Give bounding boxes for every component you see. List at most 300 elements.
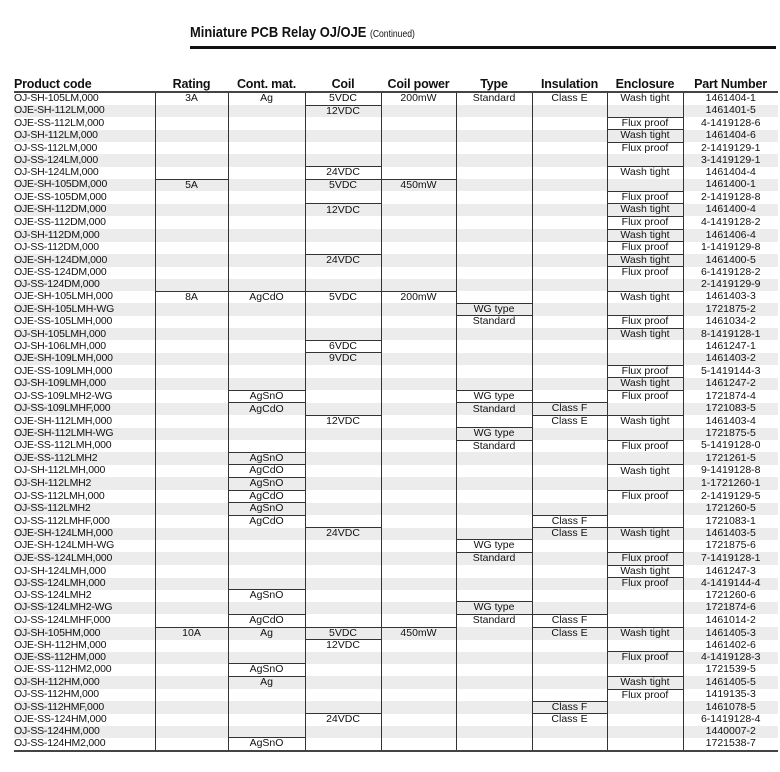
table-row bbox=[14, 428, 778, 441]
cell-part-number: 1721874-6 bbox=[683, 602, 778, 615]
table-row bbox=[14, 130, 778, 143]
cell-coil-power bbox=[381, 689, 456, 701]
cell-product-code: OJE-SH-105LMH,000 bbox=[14, 291, 113, 303]
cell-rating bbox=[155, 254, 228, 267]
cell-rating bbox=[155, 229, 228, 242]
table-row bbox=[14, 614, 778, 627]
cell-coil-power bbox=[381, 303, 456, 316]
cell-enclosure bbox=[607, 540, 683, 553]
cell-rating bbox=[155, 701, 228, 714]
cell-contact-material bbox=[228, 216, 305, 229]
cell-coil bbox=[305, 279, 381, 291]
cell-insulation bbox=[532, 565, 607, 578]
cell-part-number: 7-1419128-1 bbox=[683, 552, 778, 565]
cell-rating bbox=[155, 191, 228, 204]
cell-coil bbox=[305, 676, 381, 689]
table-row bbox=[14, 179, 778, 191]
cell-product-code: OJ-SH-112LMH,000 bbox=[14, 464, 106, 477]
cell-contact-material: AgCdO bbox=[228, 465, 305, 478]
cell-part-number: 1721875-6 bbox=[683, 540, 778, 553]
cell-contact-material bbox=[228, 415, 305, 427]
cell-insulation: Class E bbox=[532, 714, 607, 726]
cell-rating bbox=[155, 303, 228, 316]
cell-insulation bbox=[532, 179, 607, 191]
cell-part-number: 1461402-6 bbox=[683, 640, 778, 652]
cell-rating bbox=[155, 503, 228, 516]
cell-contact-material: AgCdO bbox=[228, 614, 305, 627]
cell-product-code: OJ-SS-112LMH2 bbox=[14, 503, 155, 516]
cell-coil-power: 450mW bbox=[381, 179, 456, 191]
cell-type bbox=[456, 105, 532, 117]
cell-contact-material bbox=[228, 204, 305, 217]
cell-product-code: OJE-SH-105DM,000 bbox=[14, 179, 155, 191]
cell-insulation bbox=[532, 477, 607, 490]
cell-type bbox=[456, 701, 532, 714]
cell-contact-material: AgCdO bbox=[228, 291, 305, 303]
table-row bbox=[14, 191, 778, 204]
table-row bbox=[14, 92, 778, 105]
cell-type bbox=[456, 465, 532, 478]
cell-enclosure: Flux proof bbox=[607, 552, 683, 565]
cell-rating bbox=[155, 279, 228, 291]
table-row bbox=[14, 216, 778, 229]
cell-coil-power bbox=[381, 428, 456, 441]
cell-enclosure bbox=[607, 154, 683, 166]
cell-coil-power bbox=[381, 242, 456, 255]
cell-coil-power bbox=[381, 378, 456, 391]
cell-coil: 5VDC bbox=[305, 627, 381, 640]
header-enclosure: Enclosure bbox=[607, 77, 683, 92]
cell-type bbox=[456, 340, 532, 353]
cell-product-code: OJ-SH-112LM,000 bbox=[14, 130, 155, 143]
cell-rating bbox=[155, 652, 228, 664]
table-row bbox=[14, 328, 778, 340]
cell-rating: 8A bbox=[155, 291, 228, 303]
table-row bbox=[14, 590, 778, 602]
cell-rating bbox=[155, 477, 228, 490]
cell-rating bbox=[155, 130, 228, 143]
cell-type: WG type bbox=[456, 390, 532, 403]
cell-part-number: 2-1419128-8 bbox=[683, 191, 778, 204]
cell-part-number: 1461400-4 bbox=[683, 204, 778, 217]
cell-enclosure: Flux proof bbox=[607, 267, 683, 279]
cell-coil bbox=[305, 130, 381, 143]
cell-product-code: OJ-SH-124LMH,000 bbox=[14, 565, 106, 577]
cell-product-code: OJ-SS-124LMH2 bbox=[14, 589, 92, 601]
cell-insulation bbox=[532, 390, 607, 403]
cell-type bbox=[456, 528, 532, 540]
cell-type bbox=[456, 714, 532, 726]
cell-coil-power bbox=[381, 229, 456, 242]
cell-rating bbox=[155, 154, 228, 166]
cell-product-code: OJ-SS-124DM,000 bbox=[14, 279, 155, 291]
cell-enclosure bbox=[607, 179, 683, 191]
cell-coil-power bbox=[381, 328, 456, 340]
cell-contact-material bbox=[228, 142, 305, 154]
cell-contact-material: AgSnO bbox=[228, 664, 305, 677]
cell-part-number: 1461404-4 bbox=[683, 167, 778, 180]
cell-coil bbox=[305, 191, 381, 204]
cell-type bbox=[456, 640, 532, 652]
cell-rating bbox=[155, 552, 228, 565]
cell-part-number: 1461406-4 bbox=[683, 229, 778, 242]
cell-part-number: 6-1419128-4 bbox=[683, 714, 778, 726]
cell-rating bbox=[155, 105, 228, 117]
cell-coil bbox=[305, 465, 381, 478]
cell-type: WG type bbox=[456, 540, 532, 553]
cell-product-code: OJE-SS-112LMH2 bbox=[14, 452, 155, 465]
cell-contact-material: AgSnO bbox=[228, 590, 305, 602]
table-row bbox=[14, 515, 778, 528]
cell-coil: 12VDC bbox=[305, 105, 381, 117]
table-row bbox=[14, 640, 778, 652]
cell-type: Standard bbox=[456, 552, 532, 565]
cell-coil-power bbox=[381, 490, 456, 503]
cell-coil-power bbox=[381, 477, 456, 490]
cell-type bbox=[456, 565, 532, 578]
table-row bbox=[14, 652, 778, 664]
table-row bbox=[14, 378, 778, 391]
cell-coil-power bbox=[381, 204, 456, 217]
cell-rating bbox=[155, 689, 228, 701]
cell-rating bbox=[155, 378, 228, 391]
cell-contact-material: AgSnO bbox=[228, 452, 305, 465]
cell-contact-material bbox=[228, 191, 305, 204]
table-row bbox=[14, 664, 778, 677]
cell-coil-power bbox=[381, 515, 456, 528]
cell-coil-power bbox=[381, 578, 456, 590]
cell-contact-material bbox=[228, 689, 305, 701]
table-row bbox=[14, 440, 778, 452]
cell-coil-power bbox=[381, 167, 456, 180]
cell-contact-material: Ag bbox=[228, 92, 305, 105]
cell-type bbox=[456, 254, 532, 267]
cell-contact-material bbox=[228, 602, 305, 615]
cell-insulation bbox=[532, 154, 607, 166]
cell-part-number: 1461400-5 bbox=[683, 254, 778, 267]
cell-contact-material bbox=[228, 365, 305, 378]
header-contact-material: Cont. mat. bbox=[228, 77, 305, 92]
cell-coil bbox=[305, 154, 381, 166]
cell-coil-power bbox=[381, 614, 456, 627]
cell-type: WG type bbox=[456, 303, 532, 316]
cell-coil bbox=[305, 216, 381, 229]
table-row bbox=[14, 390, 778, 403]
cell-product-code: OJ-SH-105LM,000 bbox=[14, 92, 99, 105]
cell-product-code: OJE-SS-112LMH,000 bbox=[14, 440, 112, 452]
cell-coil: 24VDC bbox=[305, 167, 381, 180]
cell-coil: 5VDC bbox=[305, 92, 381, 105]
cell-insulation bbox=[532, 452, 607, 465]
cell-type bbox=[456, 216, 532, 229]
table-row bbox=[14, 726, 778, 738]
cell-coil: 24VDC bbox=[305, 528, 381, 540]
cell-product-code: OJ-SH-105LMH,000 bbox=[14, 328, 155, 340]
cell-product-code: OJ-SS-112HMF,000 bbox=[14, 701, 155, 714]
cell-enclosure: Flux proof bbox=[607, 142, 683, 154]
cell-part-number: 1461401-5 bbox=[683, 105, 778, 117]
cell-product-code: OJ-SS-112LMHF,000 bbox=[14, 515, 110, 527]
cell-coil bbox=[305, 403, 381, 416]
table-row bbox=[14, 528, 778, 540]
cell-part-number: 1721538-7 bbox=[683, 738, 778, 751]
cell-contact-material bbox=[228, 640, 305, 652]
cell-part-number: 1721539-5 bbox=[683, 664, 778, 677]
cell-product-code: OJ-SS-124HM2,000 bbox=[14, 738, 155, 751]
cell-part-number: 1721261-5 bbox=[683, 452, 778, 465]
cell-contact-material bbox=[228, 167, 305, 180]
cell-product-code: OJE-SH-124LMH,000 bbox=[14, 528, 155, 540]
cell-coil bbox=[305, 565, 381, 578]
cell-type bbox=[456, 676, 532, 689]
cell-insulation: Class E bbox=[532, 528, 607, 540]
cell-product-code: OJE-SH-112LMH,000 bbox=[14, 415, 112, 427]
cell-part-number: 1461404-1 bbox=[683, 92, 778, 105]
cell-enclosure: Wash tight bbox=[607, 378, 683, 391]
cell-coil-power bbox=[381, 105, 456, 117]
cell-type bbox=[456, 142, 532, 154]
cell-type bbox=[456, 229, 532, 242]
cell-insulation bbox=[532, 503, 607, 516]
cell-coil: 6VDC bbox=[305, 340, 381, 353]
cell-enclosure: Wash tight bbox=[607, 229, 683, 242]
cell-part-number: 1440007-2 bbox=[683, 726, 778, 738]
table-row bbox=[14, 701, 778, 714]
cell-product-code: OJ-SS-112HM,000 bbox=[14, 689, 99, 701]
cell-insulation bbox=[532, 229, 607, 242]
cell-product-code: OJE-SS-105LMH,000 bbox=[14, 315, 113, 328]
cell-product-code: OJE-SS-112DM,000 bbox=[14, 216, 106, 228]
page-title bbox=[190, 24, 415, 41]
cell-coil bbox=[305, 614, 381, 627]
table-row bbox=[14, 340, 778, 353]
cell-contact-material bbox=[228, 528, 305, 540]
cell-insulation bbox=[532, 664, 607, 677]
cell-rating bbox=[155, 565, 228, 578]
cell-rating bbox=[155, 714, 228, 726]
cell-insulation bbox=[532, 440, 607, 452]
cell-rating bbox=[155, 428, 228, 441]
cell-coil: 12VDC bbox=[305, 640, 381, 652]
table-row bbox=[14, 465, 778, 478]
cell-coil-power bbox=[381, 390, 456, 403]
cell-rating bbox=[155, 267, 228, 279]
cell-contact-material bbox=[228, 652, 305, 664]
cell-contact-material bbox=[228, 303, 305, 316]
cell-contact-material bbox=[228, 254, 305, 267]
cell-enclosure bbox=[607, 452, 683, 465]
table-row bbox=[14, 602, 778, 615]
cell-rating bbox=[155, 590, 228, 602]
cell-coil bbox=[305, 142, 381, 154]
cell-type bbox=[456, 267, 532, 279]
cell-part-number: 1461405-5 bbox=[683, 676, 778, 689]
cell-product-code: OJE-SS-109LMH,000 bbox=[14, 365, 113, 377]
header-insulation: Insulation bbox=[532, 77, 607, 92]
cell-product-code: OJ-SH-105HM,000 bbox=[14, 627, 155, 640]
cell-enclosure: Flux proof bbox=[607, 316, 683, 329]
cell-rating bbox=[155, 340, 228, 353]
cell-contact-material bbox=[228, 552, 305, 565]
cell-enclosure: Flux proof bbox=[607, 490, 683, 503]
cell-insulation bbox=[532, 167, 607, 180]
cell-coil-power bbox=[381, 503, 456, 516]
header-rating: Rating bbox=[155, 77, 228, 92]
cell-type: Standard bbox=[456, 403, 532, 416]
cell-rating bbox=[155, 216, 228, 229]
cell-insulation bbox=[532, 204, 607, 217]
cell-coil: 12VDC bbox=[305, 415, 381, 427]
table-row bbox=[14, 565, 778, 578]
cell-part-number: 4-1419128-6 bbox=[683, 117, 778, 130]
cell-product-code: OJ-SS-124LM,000 bbox=[14, 154, 155, 166]
cell-insulation bbox=[532, 676, 607, 689]
cell-enclosure bbox=[607, 105, 683, 117]
cell-insulation bbox=[532, 602, 607, 615]
cell-insulation bbox=[532, 640, 607, 652]
cell-enclosure bbox=[607, 428, 683, 441]
cell-product-code: OJE-SH-124LMH-WG bbox=[14, 539, 115, 552]
cell-coil bbox=[305, 229, 381, 242]
cell-product-code: OJ-SH-112DM,000 bbox=[14, 229, 155, 242]
cell-enclosure bbox=[607, 503, 683, 516]
cell-type: Standard bbox=[456, 440, 532, 452]
cell-contact-material bbox=[228, 540, 305, 553]
cell-part-number: 1721260-5 bbox=[683, 503, 778, 516]
cell-contact-material bbox=[228, 378, 305, 391]
cell-insulation bbox=[532, 365, 607, 378]
cell-rating bbox=[155, 167, 228, 180]
cell-type bbox=[456, 452, 532, 465]
cell-rating bbox=[155, 204, 228, 217]
cell-rating bbox=[155, 415, 228, 427]
cell-type bbox=[456, 279, 532, 291]
cell-coil bbox=[305, 515, 381, 528]
cell-coil bbox=[305, 303, 381, 316]
cell-contact-material: AgSnO bbox=[228, 390, 305, 403]
cell-enclosure: Wash tight bbox=[607, 565, 683, 578]
cell-rating: 10A bbox=[155, 627, 228, 640]
cell-product-code: OJE-SS-105DM,000 bbox=[14, 191, 107, 203]
cell-enclosure: Wash tight bbox=[607, 204, 683, 217]
cell-contact-material: AgCdO bbox=[228, 403, 305, 416]
cell-coil bbox=[305, 477, 381, 490]
cell-part-number: 2-1419129-5 bbox=[683, 490, 778, 503]
table-row bbox=[14, 676, 778, 689]
cell-part-number: 1461014-2 bbox=[683, 614, 778, 627]
cell-enclosure: Flux proof bbox=[607, 216, 683, 229]
cell-product-code: OJ-SH-109LMH,000 bbox=[14, 378, 155, 391]
cell-type bbox=[456, 590, 532, 602]
cell-coil-power: 200mW bbox=[381, 291, 456, 303]
cell-contact-material: AgCdO bbox=[228, 515, 305, 528]
cell-coil bbox=[305, 378, 381, 391]
cell-coil-power bbox=[381, 676, 456, 689]
cell-part-number: 1461404-6 bbox=[683, 130, 778, 143]
cell-coil bbox=[305, 701, 381, 714]
cell-contact-material bbox=[228, 353, 305, 365]
cell-insulation: Class F bbox=[532, 614, 607, 627]
cell-contact-material bbox=[228, 428, 305, 441]
cell-product-code: OJ-SS-124LMHF,000 bbox=[14, 614, 111, 626]
cell-rating bbox=[155, 465, 228, 478]
cell-insulation bbox=[532, 465, 607, 478]
table-row bbox=[14, 490, 778, 503]
table-row bbox=[14, 689, 778, 701]
cell-type bbox=[456, 738, 532, 751]
table-row bbox=[14, 154, 778, 166]
cell-rating bbox=[155, 316, 228, 329]
cell-part-number: 1-1721260-1 bbox=[683, 477, 778, 490]
cell-rating bbox=[155, 452, 228, 465]
cell-type bbox=[456, 242, 532, 255]
cell-enclosure bbox=[607, 515, 683, 528]
cell-enclosure bbox=[607, 403, 683, 416]
cell-coil bbox=[305, 440, 381, 452]
table-header bbox=[14, 77, 778, 92]
cell-part-number: 5-1419144-3 bbox=[683, 365, 778, 378]
cell-type bbox=[456, 291, 532, 303]
cell-coil bbox=[305, 365, 381, 378]
cell-coil-power bbox=[381, 640, 456, 652]
cell-type bbox=[456, 415, 532, 427]
cell-coil-power bbox=[381, 565, 456, 578]
cell-type bbox=[456, 664, 532, 677]
cell-product-code: OJ-SS-124LMH2-WG bbox=[14, 602, 155, 615]
cell-type bbox=[456, 627, 532, 640]
cell-insulation bbox=[532, 191, 607, 204]
cell-coil-power bbox=[381, 353, 456, 365]
cell-enclosure bbox=[607, 664, 683, 677]
cell-contact-material bbox=[228, 316, 305, 329]
table-row bbox=[14, 303, 778, 316]
cell-coil-power bbox=[381, 403, 456, 416]
cell-contact-material bbox=[228, 279, 305, 291]
cell-coil-power bbox=[381, 738, 456, 751]
cell-coil bbox=[305, 689, 381, 701]
cell-part-number: 1721260-6 bbox=[683, 590, 778, 602]
cell-rating bbox=[155, 390, 228, 403]
table-row bbox=[14, 105, 778, 117]
cell-part-number: 1461078-5 bbox=[683, 701, 778, 714]
table-row bbox=[14, 415, 778, 427]
cell-rating bbox=[155, 328, 228, 340]
table-row bbox=[14, 291, 778, 303]
cell-insulation bbox=[532, 578, 607, 590]
cell-product-code: OJ-SS-124LMH,000 bbox=[14, 578, 155, 590]
cell-insulation bbox=[532, 652, 607, 664]
cell-enclosure: Flux proof bbox=[607, 365, 683, 378]
table-row bbox=[14, 254, 778, 267]
cell-coil-power bbox=[381, 528, 456, 540]
cell-coil: 24VDC bbox=[305, 254, 381, 267]
cell-rating bbox=[155, 440, 228, 452]
cell-enclosure bbox=[607, 640, 683, 652]
cell-coil bbox=[305, 316, 381, 329]
cell-insulation bbox=[532, 490, 607, 503]
cell-coil bbox=[305, 242, 381, 255]
cell-part-number: 1721875-2 bbox=[683, 303, 778, 316]
cell-type bbox=[456, 726, 532, 738]
cell-rating bbox=[155, 640, 228, 652]
cell-insulation bbox=[532, 130, 607, 143]
cell-coil bbox=[305, 590, 381, 602]
cell-enclosure: Flux proof bbox=[607, 652, 683, 664]
table-row bbox=[14, 204, 778, 217]
cell-type bbox=[456, 515, 532, 528]
cell-insulation bbox=[532, 105, 607, 117]
cell-enclosure bbox=[607, 701, 683, 714]
